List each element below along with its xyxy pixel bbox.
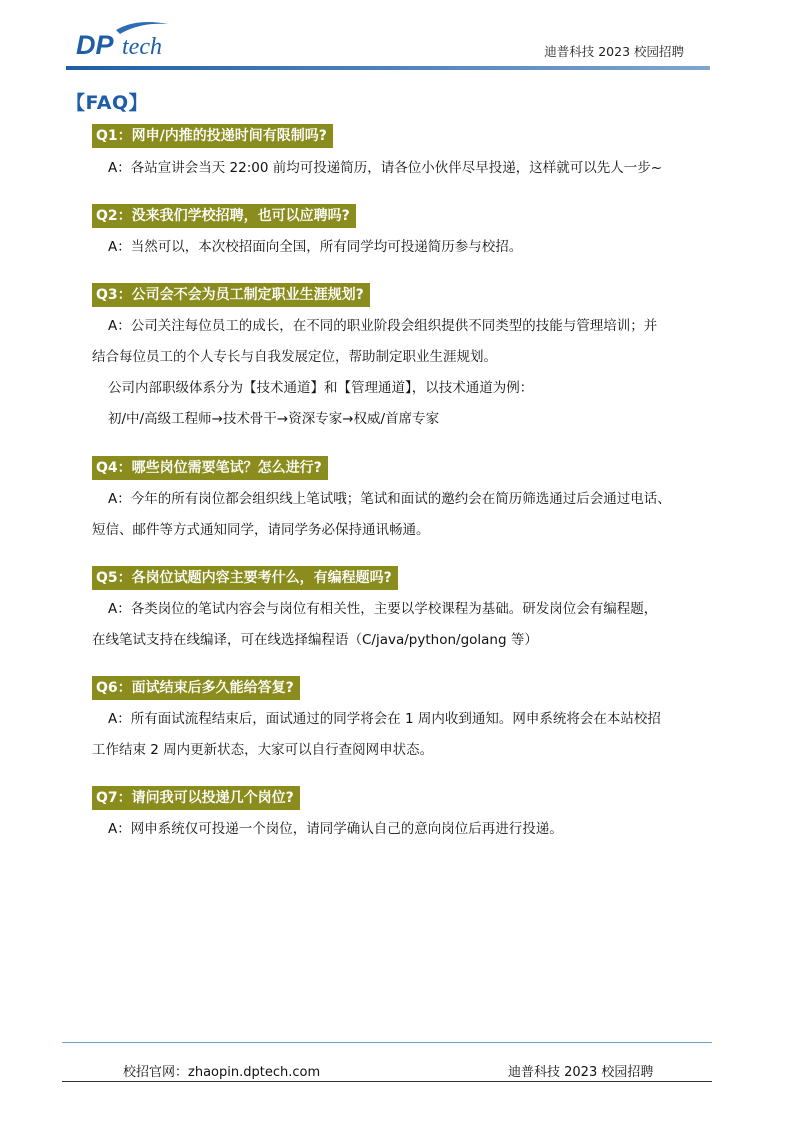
faq-question-2: Q2：没来我们学校招聘，也可以应聘吗? xyxy=(92,204,356,228)
faq-answer-6-line-1: A：所有面试流程结束后，面试通过的同学将会在 1 周内收到通知。网申系统将会在本站校招 xyxy=(108,711,661,727)
header-divider xyxy=(66,66,710,70)
faq-heading: 【FAQ】 xyxy=(66,92,149,114)
faq-answer-6-line-2: 工作结束 2 周内更新状态，大家可以自行查阅网申状态。 xyxy=(92,742,434,758)
footer-divider-bottom xyxy=(62,1081,712,1082)
faq-question-3: Q3：公司会不会为员工制定职业生涯规划? xyxy=(92,283,370,307)
faq-question-6: Q6：面试结束后多久能给答复? xyxy=(92,676,300,700)
faq-answer-5-line-2: 在线笔试支持在线编译，可在线选择编程语（C/java/python/golang 等） xyxy=(92,632,538,648)
footer-title: 迪普科技 2023 校园招聘 xyxy=(508,1065,654,1080)
svg-text:DP: DP xyxy=(76,30,114,60)
faq-answer-3-line-3: 公司内部职级体系分为【技术通道】和【管理通道】，以技术通道为例： xyxy=(108,380,534,396)
faq-answer-2-line-1: A：当然可以，本次校招面向全国，所有同学均可投递简历参与校招。 xyxy=(108,239,523,255)
faq-answer-3-line-2: 结合每位员工的个人专长与自我发展定位，帮助制定职业生涯规划。 xyxy=(92,349,497,365)
faq-question-1: Q1：网申/内推的投递时间有限制吗? xyxy=(92,124,333,148)
dptech-logo xyxy=(76,20,176,62)
faq-answer-3-line-1: A：公司关注每位员工的成长，在不同的职业阶段会组织提供不同类型的技能与管理培训；并 xyxy=(108,318,658,334)
footer-website: 校招官网：zhaopin.dptech.com xyxy=(123,1065,321,1080)
faq-answer-4-line-2: 短信、邮件等方式通知同学，请同学务必保持通讯畅通。 xyxy=(92,522,430,538)
svg-text:tech: tech xyxy=(122,34,162,60)
faq-question-5: Q5：各岗位试题内容主要考什么，有编程题吗? xyxy=(92,566,398,590)
header-title: 迪普科技 2023 校园招聘 xyxy=(544,44,684,59)
faq-answer-1-line-1: A：各站宣讲会当天 22:00 前均可投递简历，请各位小伙伴尽早投递，这样就可以先人一步~ xyxy=(108,160,663,176)
faq-answer-3-line-4: 初/中/高级工程师→技术骨干→资深专家→权威/首席专家 xyxy=(108,411,440,427)
faq-answer-5-line-1: A：各类岗位的笔试内容会与岗位有相关性，主要以学校课程为基础。研发岗位会有编程题， xyxy=(108,601,658,617)
faq-question-7: Q7：请问我可以投递几个岗位? xyxy=(92,786,300,810)
faq-answer-7-line-1: A：网申系统仅可投递一个岗位，请同学确认自己的意向岗位后再进行投递。 xyxy=(108,821,563,837)
faq-question-4: Q4：哪些岗位需要笔试？怎么进行? xyxy=(92,456,328,480)
faq-answer-4-line-1: A：今年的所有岗位都会组织线上笔试哦；笔试和面试的邀约会在简历筛选通过后会通过电话、 xyxy=(108,491,671,507)
footer-divider-top xyxy=(62,1042,712,1043)
